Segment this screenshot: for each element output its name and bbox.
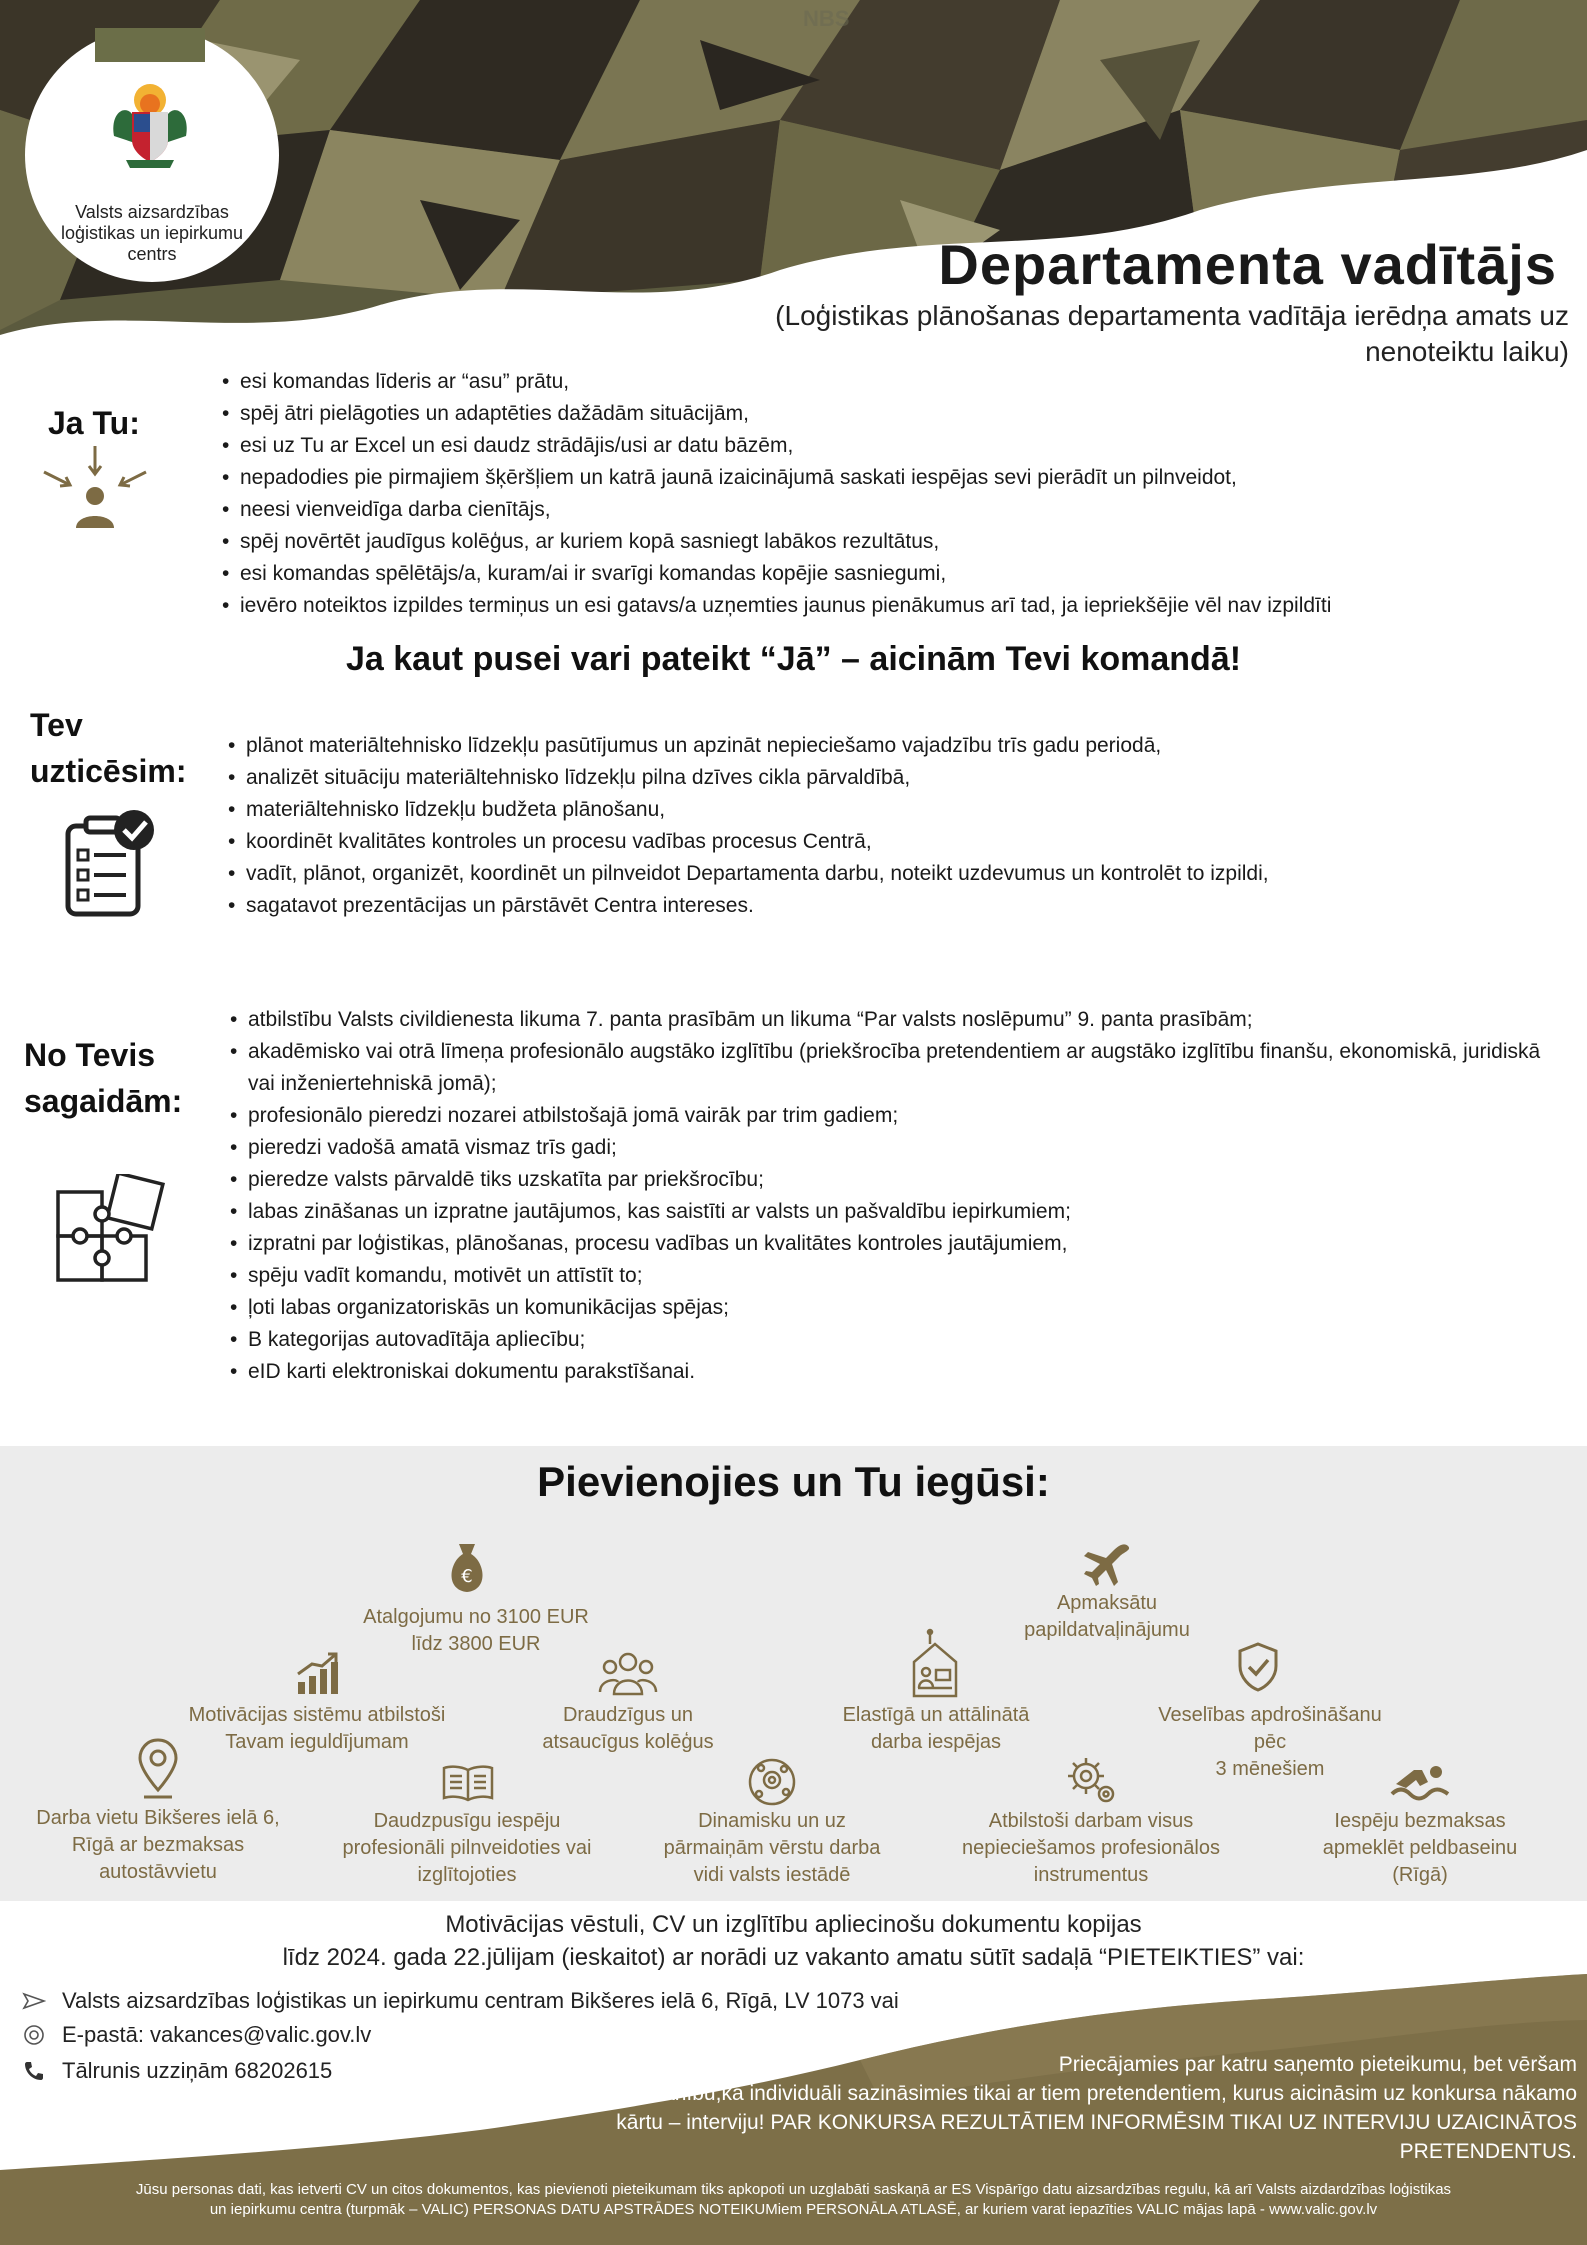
- list-item: • spēj novērtēt jaudīgus kolēģus, ar kuriem kopā sasniegt labākos rezultātus,: [222, 526, 1552, 558]
- clipboard-check-icon: [62, 808, 158, 918]
- footer-note-line: uzmanību,ka individuāli sazināsimies tikai ar tiem pretendentiem, kurus aicināsim uz konkursa nākamo: [623, 2082, 1577, 2105]
- list-item: • pieredzi vadošā amatā vismaz trīs gadi;: [230, 1132, 1560, 1164]
- list-item: • spēju vadīt komandu, motivēt un attīstīt to;: [230, 1260, 1560, 1292]
- list-item: • spēj ātri pielāgoties un adaptēties dažādām situācijām,: [222, 398, 1552, 430]
- list-item: • eID karti elektroniskai dokumentu parakstīšanai.: [230, 1356, 1560, 1388]
- section-expect-list: [230, 1004, 1560, 1388]
- benefit-line: Motivācijas sistēmu atbilstoši: [188, 1704, 446, 1726]
- privacy-line: un iepirkumu centra (turpmāk – VALIC) PERSONAS DATU APSTRĀDES NOTEIKUMiem PERSONĀLA ATLASĒ, ar kuriem varat iepazīties VALIC mājas lapā - www.valic.gov.lv: [209, 2201, 1378, 2218]
- benefit-colleagues: [498, 1702, 758, 1756]
- list-item: • sagatavot prezentācijas un pārstāvēt Centra intereses.: [228, 890, 1548, 922]
- benefit-health-insurance: [1132, 1702, 1408, 1783]
- benefit-line: Atalgojumu no 3100 EUR: [363, 1606, 589, 1628]
- benefit-line: Tavam ieguldījumam: [225, 1731, 409, 1753]
- benefit-paid-leave: [972, 1590, 1242, 1644]
- footer-note-line: Priecājamies par katru saņemto pieteikumu, bet vēršam: [1058, 2053, 1577, 2076]
- benefit-line: Atbilstoši darbam visus: [988, 1810, 1194, 1832]
- page-title: Departamenta vadītājs: [938, 233, 1557, 296]
- apply-line2: līdz 2024. gada 22.jūlijam (ieskaitot) ar norādi uz vakanto amatu sūtīt sadaļā “PIETEIKTIES” vai:: [282, 1944, 1305, 1971]
- benefit-line: pārmaiņām vērstu darba: [663, 1837, 881, 1859]
- list-item: • esi komandas spēlētājs/a, kuram/ai ir svarīgi komandas kopējie sasniegumi,: [222, 558, 1552, 590]
- watermark: NBS: [803, 6, 850, 31]
- benefit-line: apmeklēt peldbaseinu: [1322, 1837, 1518, 1859]
- section-expect-label: [24, 1032, 182, 1124]
- benefit-line: Draudzīgus un: [562, 1704, 694, 1726]
- page-subtitle: (Loģistikas plānošanas departamenta vadītāja ierēdņa amats uz nenoteiktu laiku): [775, 300, 1569, 367]
- list-item: • vadīt, plānot, organizēt, koordinēt un pilnveidot Departamenta darbu, noteikt uzdevumus un kontrolēt to izpildi,: [228, 858, 1548, 890]
- contact-address: [22, 1988, 899, 2014]
- benefit-line: Elastīgā un attālinātā: [842, 1704, 1030, 1726]
- benefit-line: Apmaksātu: [1056, 1592, 1158, 1614]
- section-expect-label-line2: sagaidām:: [24, 1083, 183, 1119]
- benefit-line: līdz 3800 EUR: [411, 1633, 541, 1655]
- book-icon: [442, 1764, 494, 1802]
- benefit-line: (Rīgā): [1392, 1864, 1448, 1886]
- list-item: • ļoti labas organizatoriskās un komunikācijas spējas;: [230, 1292, 1560, 1324]
- list-item: • esi uz Tu ar Excel un esi daudz strādājis/usi ar datu bāzēm,: [222, 430, 1552, 462]
- contact-phone[interactable]: [22, 2058, 332, 2084]
- footer-note: [437, 2050, 1577, 2166]
- money-bag-icon: [445, 1540, 489, 1594]
- logo-tab: [95, 28, 205, 62]
- benefit-line: izglītojoties: [417, 1864, 517, 1886]
- organization-name: Valsts aizsardzības loģistikas un iepirkumu centrs: [60, 202, 244, 264]
- privacy-line: Jūsu personas dati, kas ietverti CV un citos dokumentos, kas pievienoti pieteikumam tiks apkopoti un uzglabāti saskaņā ar ES Vispārīgo datu aizsardzības regulu, kā arī Valsts aizdardzības loģistikas: [135, 2181, 1452, 2198]
- list-item: • esi komandas līderis ar “asu” prātu,: [222, 366, 1552, 398]
- callout-heading: Ja kaut pusei vari pateikt “Jā” – aicinām Tevi komandā!: [345, 640, 1242, 678]
- benefit-line: Rīgā ar bezmaksas: [71, 1834, 245, 1856]
- contact-address-text: Valsts aizsardzības loģistikas un iepirkumu centram Bikšeres ielā 6, Rīgā, LV 1073 vai: [62, 1988, 899, 2013]
- section-expect-label-line1: No Tevis: [24, 1037, 155, 1073]
- benefit-line: instrumentus: [1033, 1864, 1149, 1886]
- puzzle-icon: [54, 1174, 168, 1284]
- airplane-icon: [1082, 1542, 1132, 1592]
- benefit-line: atsaucīgus kolēģus: [542, 1731, 714, 1753]
- at-sign-icon: [22, 2024, 46, 2046]
- list-item: • neesi vienveidīga darba cienītājs,: [222, 494, 1552, 526]
- list-item: • analizēt situāciju materiāltehnisko līdzekļu pilna dzīves cikla pārvaldībā,: [228, 762, 1548, 794]
- shield-check-icon: [1238, 1642, 1278, 1692]
- benefit-line: Dinamisku un uz: [698, 1810, 846, 1832]
- benefit-line: papildatvaļinājumu: [1024, 1619, 1190, 1641]
- benefit-line: profesionāli pilnveidoties vai: [342, 1837, 592, 1859]
- coat-of-arms-icon: [100, 74, 200, 174]
- list-item: • B kategorijas autovadītāja apliecību;: [230, 1324, 1560, 1356]
- section-you-list: [222, 366, 1552, 622]
- privacy-notice: [20, 2180, 1567, 2220]
- contact-email[interactable]: [22, 2022, 371, 2048]
- gears-icon: [1064, 1754, 1118, 1804]
- paper-plane-icon: [22, 1990, 46, 2012]
- contact-phone-text[interactable]: Tālrunis uzziņām 68202615: [62, 2058, 333, 2083]
- benefit-line: Veselības apdrošināšanu: [1158, 1704, 1382, 1726]
- list-item: • plānot materiāltehnisko līdzekļu pasūtījumus un apzināt nepieciešamo vajadzību trīs gadu periodā,: [228, 730, 1548, 762]
- benefit-remote-work: [808, 1702, 1064, 1756]
- benefit-line: Daudzpusīgu iespēju: [373, 1810, 561, 1832]
- benefit-training: [312, 1808, 622, 1889]
- head-gears-icon: [746, 1756, 798, 1808]
- benefit-line: Iespēju bezmaksas: [1334, 1810, 1506, 1832]
- section-trust-list: [228, 730, 1548, 922]
- benefit-line: darba iespējas: [870, 1731, 1002, 1753]
- contact-email-text[interactable]: E-pastā: vakances@valic.gov.lv: [62, 2022, 372, 2047]
- list-item: • nepadodies pie pirmajiem šķēršļiem un katrā jaunā izaicinājumā saskati iespējas sevi pierādīt un pilnveidot,: [222, 462, 1552, 494]
- section-trust-label: [30, 702, 186, 794]
- list-item: • pieredze valsts pārvaldē tiks uzskatīta par priekšrocību;: [230, 1164, 1560, 1196]
- footer-note-line: PRETENDENTUS.: [1399, 2140, 1577, 2163]
- list-item: • labas zināšanas un izpratne jautājumos, kas saistīti ar valsts un pašvaldību iepirkumiem;: [230, 1196, 1560, 1228]
- section-trust-label-line2: uzticēsim:: [30, 753, 187, 789]
- list-item: • izpratni par loģistikas, plānošanas, procesu vadības un kvalitātes kontroles jautājumiem,: [230, 1228, 1560, 1260]
- section-you-label: Ja Tu:: [48, 405, 140, 441]
- benefit-salary: [326, 1604, 626, 1658]
- benefit-workplace: [8, 1805, 308, 1886]
- list-item: • koordinēt kvalitātes kontroles un procesu vadības procesus Centrā,: [228, 826, 1548, 858]
- logo: [25, 28, 279, 282]
- benefit-line: Darba vietu Bikšeres ielā 6,: [36, 1807, 280, 1829]
- list-item: • akadēmisko vai otrā līmeņa profesionālo augstāko izglītību (priekšrocība pretendentiem ar augstāko izglītību finanšu, ekonomiskā, juridiskā vai inženiertehniskā jomā);: [230, 1036, 1560, 1100]
- growth-chart-icon: [296, 1652, 340, 1696]
- list-item: • ievēro noteiktos izpildes termiņus un esi gatavs/a uzņemties jaunus pienākumus arī tad, ja iepriekšējie vēl nav izpildīti: [222, 590, 1552, 622]
- benefit-dynamic-environment: [630, 1808, 914, 1889]
- benefit-motivation: [150, 1702, 484, 1756]
- benefit-tools: [940, 1808, 1242, 1889]
- benefit-line: autostāvvietu: [99, 1861, 217, 1883]
- apply-line1: Motivācijas vēstuli, CV un izglītību apliecinošu dokumentu kopijas: [445, 1911, 1142, 1938]
- home-office-icon: [910, 1628, 960, 1698]
- benefits-title: Pievienojies un Tu iegūsi:: [537, 1458, 1050, 1505]
- section-trust-label-line1: Tev: [30, 707, 83, 743]
- footer-note-line: kārtu – interviju! PAR KONKURSA REZULTĀTIEM INFORMĒSIM TIKAI UZ INTERVIJU UZAICINĀTOS: [616, 2111, 1577, 2134]
- benefit-swimming-pool: [1298, 1808, 1542, 1889]
- benefit-line: nepieciešamos profesionālos: [962, 1837, 1220, 1859]
- person-arrows-icon: [40, 444, 150, 530]
- phone-icon: [22, 2060, 46, 2082]
- list-item: • profesionālo pieredzi nozarei atbilstošajā jomā vairāk par trim gadiem;: [230, 1100, 1560, 1132]
- svg-text:€: €: [461, 1566, 473, 1587]
- list-item: • atbilstību Valsts civildienesta likuma 7. panta prasībām un likuma “Par valsts noslēpumu” 9. panta prasībām;: [230, 1004, 1560, 1036]
- benefit-line: 3 mēnešiem: [1215, 1758, 1325, 1780]
- apply-instructions: [0, 1908, 1587, 1974]
- list-item: • materiāltehnisko līdzekļu budžeta plānošanu,: [228, 794, 1548, 826]
- benefit-line: vidi valsts iestādē: [693, 1864, 851, 1886]
- benefit-line: pēc: [1253, 1731, 1287, 1753]
